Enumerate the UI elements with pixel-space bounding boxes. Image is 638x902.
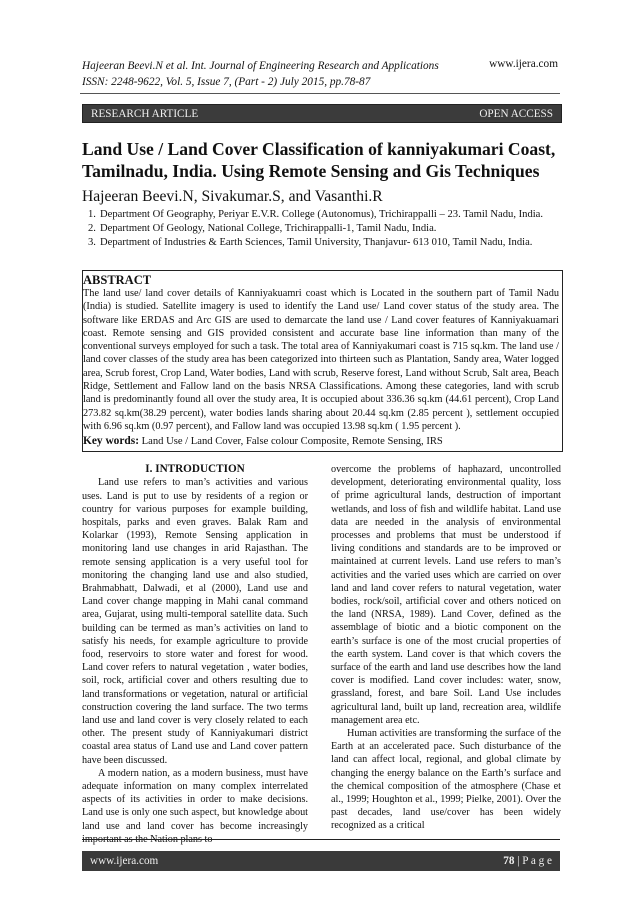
paper-authors: Hajeeran Beevi.N, Sivakumar.S, and Vasanthi.R: [82, 188, 383, 205]
affiliation-item: [88, 208, 543, 222]
keywords-label: Key words:: [83, 435, 139, 448]
affiliation-number: 3.: [88, 237, 96, 248]
journal-citation-line2: ISSN: 2248-9622, Vol. 5, Issue 7, (Part - 2) July 2015, pp.78-87: [82, 76, 371, 88]
body-column-right: [331, 463, 561, 833]
open-access-label: OPEN ACCESS: [479, 108, 553, 120]
keywords-line: [83, 434, 559, 449]
body-paragraph: Human activities are transforming the surface of the Earth at an accelerated pace. Such disturbance of the land can affect local, regional, and global climate by changing the energy balance on the Earth’s surface and the chemical composition of the atmosphere (Chase et al., 1999; Houghton et al., 1999; Pielke, 2001). Over the past decades, land use/cover has been widely recognized as a critical: [331, 728, 561, 832]
abstract-text: The land use/ land cover details of Kanniyakuamri coast which is Located in the southern part of Tamil Nadu (India) is studied. Satellite imagery is used to identify the Land use/ Land cover status of the study area. The software like ERDAS and Arc GIS are used to demarcate the land use / Land cover features of Kanniyakuamari coast. Remote sensing and GIS provided consistent and accurate base line information than many of the conventional surveys employed for such a task. The total area of Kanniyakumari coast is 715 sq.km. The land use / land cover classes of the study area has been categorized into thirteen such as Plantation, Sandy area, Water logged area, Scrub forest, Crop Land, Water bodies, Land with scrub, Reserve forest, Land without Scrub, Salt area, Beach Ridge, Settlement and Fallow land on the basis NRSA Classifications. Among these categories, land with scrub land is predominantly found all over the study area, It is occupied about 336.36 sq.km (44.61 percent), Crop Land 273.82 sq.km(38.29 percent), water bodies lands sharing about 20.44 sq.km (2.85 percent ), settlement occupied with 6.96 sq.km (0.97 percent), and Fallow land was occupied 13.98 sq.km ( 1.95 percent ).: [83, 288, 559, 432]
affiliation-text: Department of Industries & Earth Sciences, Tamil University, Thanjavur- 613 010, Tamil Nadu, India.: [100, 237, 533, 248]
affiliation-text: Department Of Geology, National College, Trichirappalli-1, Tamil Nadu, India.: [100, 223, 437, 234]
header-divider: [80, 93, 560, 94]
page-number-label: | P a g e: [514, 855, 552, 867]
journal-citation-line1: Hajeeran Beevi.N et al. Int. Journal of Engineering Research and Applications: [82, 60, 439, 72]
page-number-value: 78: [503, 855, 515, 867]
affiliation-number: 2.: [88, 223, 96, 234]
research-article-label: RESEARCH ARTICLE: [91, 108, 199, 120]
keywords-text: Land Use / Land Cover, False colour Composite, Remote Sensing, IRS: [139, 436, 443, 448]
article-type-banner: [82, 104, 562, 123]
section-heading-introduction: I. INTRODUCTION: [145, 463, 245, 475]
page-number: [503, 851, 552, 871]
paper-title: Land Use / Land Cover Classification of kanniyakumari Coast, Tamilnadu, India. Using Remote Sensing and Gis Techniques: [82, 139, 556, 181]
abstract-heading: ABSTRACT: [83, 273, 152, 287]
affiliation-item: [88, 236, 543, 250]
footer-website-link[interactable]: www.ijera.com: [90, 855, 159, 867]
abstract-box: [82, 270, 563, 452]
affiliation-number: 1.: [88, 209, 96, 220]
page-footer: [82, 851, 560, 871]
body-paragraph: overcome the problems of haphazard, uncontrolled development, deteriorating environmental quality, loss of prime agricultural lands, destruction of important wetlands, and loss of fish and wildlife habitat. Land use data are needed in the analysis of environmental processes and problems that must be understood if living conditions and standards are to be improved or maintained at current levels. Land use refers to man’s activities and the varied uses which are carried on over land and land cover refers to natural vegetation, water bodies, rock/soil, artificial cover and others noticed on the land (NRSA, 1989). Land Cover, defined as the assemblage of biotic and a biotic component on the earth’s surface is one of the most crucial properties of the earth system. Land cover is that which covers the surface of the earth and land use describes how the land cover is modified. Land cover includes: water, snow, grassland, forest, and bare Soil. Land Use includes agricultural land, built up land, recreation area, wildlife management area etc.: [331, 464, 561, 726]
footer-divider: [82, 839, 560, 840]
affiliation-text: Department Of Geography, Periyar E.V.R. College (Autonomus), Trichirappalli – 23. Tamil Nadu, India.: [100, 209, 544, 220]
affiliation-item: [88, 222, 543, 236]
affiliations-list: [88, 208, 543, 250]
body-column-left: [82, 463, 308, 846]
body-paragraph: A modern nation, as a modern business, must have adequate information on many complex interrelated aspects of its activities in order to make decisions. Land use is only one such aspect, but knowledge about land use and land cover has become increasingly important as the Nation plans to: [82, 767, 308, 845]
header-website-link[interactable]: www.ijera.com: [489, 58, 558, 70]
body-paragraph: Land use refers to man’s activities and various uses. Land is put to use by residents of a region or country for various purposes for example building, hospitals, parks and even graves. Balak Ram and Kolarkar (1993), Remote Sensing application in monitoring land use changes in arid Rajasthan. The remote sensing application is a very useful tool for monitoring the changing land use and also studied, Brahmabhatt, Dalwadi, et al (2000), Land use and Land cover change mapping in Mahi canal command area, Gujarat, using multi-temporal satellite data. Such building can be termed as man’s activities on land to satisfy his needs, for example agriculture to provide food, reservoirs to store water and forest for wood. Land cover refers to natural vegetation , water bodies, soil, rock, artificial cover and others resulting due to land transformations or vegetation, natural or artificial construction covering the land surface. The two terms land use and land cover is very closely related to each other. The present study of Kanniyakumari district coastal area status of Land use and Land cover pattern have been discussed.: [82, 477, 308, 766]
journal-citation: [82, 58, 439, 90]
